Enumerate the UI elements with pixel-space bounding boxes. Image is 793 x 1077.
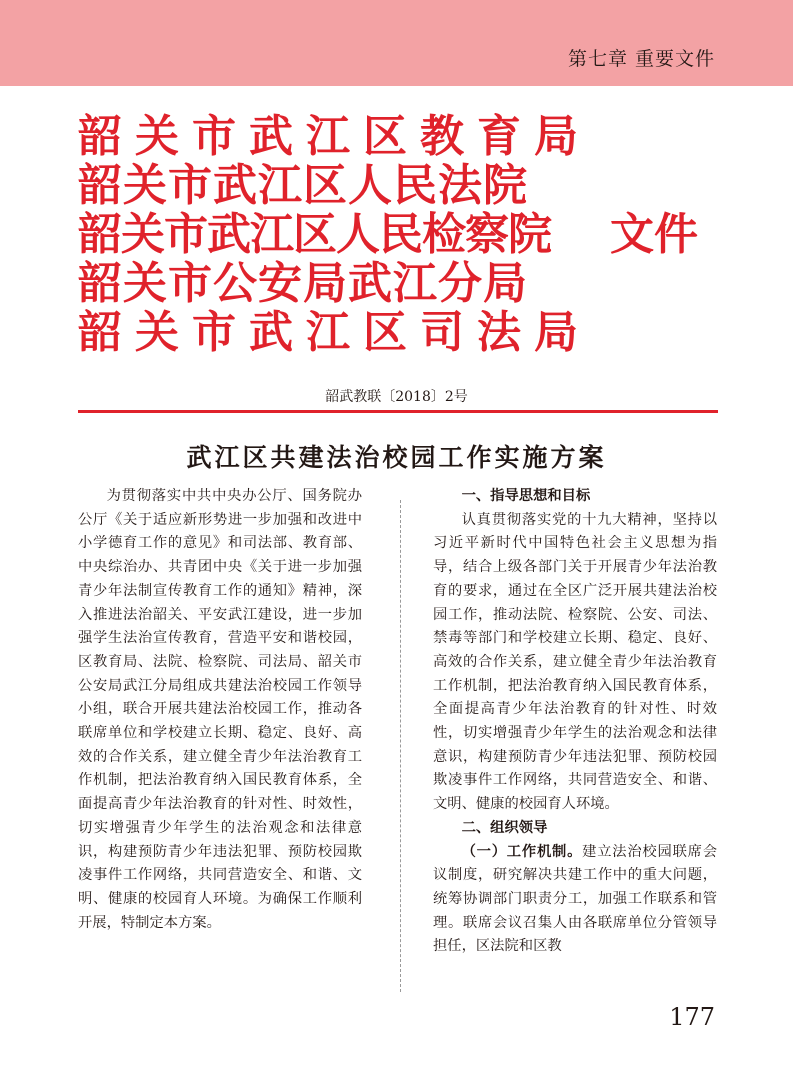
document-number: 韶武教联〔2018〕2号 <box>325 389 468 405</box>
chapter-title: 第七章 重要文件 <box>567 48 715 70</box>
issuer-procuratorate: 韶关市武江区人民检察院 <box>78 209 551 260</box>
section-heading-guiding-ideas: 一、指导思想和目标 <box>461 488 591 504</box>
red-divider-line <box>78 410 718 413</box>
issuer-education-bureau: 韶关市武江区教育局 <box>78 111 591 162</box>
guiding-ideas-paragraph: 认真贯彻落实党的十九大精神，坚持以习近平新时代中国特色社会主义思想为指导，结合上级各部门关于开展青少年法治教育的要求，通过在全区广泛开展共建法治校园工作，推动法院、检察院、公安、司法、禁毒等部门和学校建立长期、稳定、良好、高效的合作关系，建立健全青少年法治教育工作机制，把法治教育纳入国民教育体系，全面提高青少年法治教育的针对性、时效性，切实增强青少年学生的法治观念和法律意识，构建预防青少年违法犯罪、预防校园欺凌事件工作网络，共同营造安全、和谐、文明、健康的校园育人环境。 <box>433 511 717 813</box>
column-divider <box>400 500 401 992</box>
work-mechanism-text: 建立法治校园联席会议制度，研究解决共建工作中的重大问题，统筹协调部门职责分工，加强工作联系和管理。联席会议召集人由各联席单位分管领导担任，区法院和区教 <box>433 843 718 955</box>
right-column <box>433 485 717 959</box>
issuer-court: 韶关市武江区人民法院 <box>78 160 528 211</box>
issuer-justice-bureau: 韶关市武江区司法局 <box>78 307 591 358</box>
document-suffix: 文件 <box>610 209 698 260</box>
work-mechanism-subheading: （一）工作机制。 <box>461 843 583 860</box>
work-mechanism-paragraph <box>433 841 717 960</box>
section-heading-organization: 二、组织领导 <box>461 819 548 836</box>
issuer-police-branch: 韶关市公安局武江分局 <box>78 258 528 309</box>
header-band <box>0 0 793 86</box>
page-number: 177 <box>669 1003 715 1031</box>
document-title: 武江区共建法治校园工作实施方案 <box>186 443 607 472</box>
intro-paragraph: 为贯彻落实中共中央办公厅、国务院办公厅《关于适应新形势进一步加强和改进中小学德育工作的意见》和司法部、教育部、中央综治办、共青团中央《关于进一步加强青少年法制宣传教育工作的通知》精神，深入推进法治韶关、平安武江建设，进一步加强学生法治宣传教育，营造平安和谐校园，区教育局、法院、检察院、司法局、韶关市公安局武江分局组成共建法治校园工作领导小组，联合开展共建法治校园工作，推动各联席单位和学校建立长期、稳定、良好、高效的合作关系，建立健全青少年法治教育工作机制，把法治教育纳入国民教育体系，全面提高青少年法治教育的针对性、时效性，切实增强青少年学生的法治观念和法律意识，构建预防青少年违法犯罪、预防校园欺凌事件工作网络，共同营造安全、和谐、文明、健康的校园育人环境。为确保工作顺利开展，特制定本方案。 <box>78 488 362 931</box>
left-column <box>78 485 362 935</box>
